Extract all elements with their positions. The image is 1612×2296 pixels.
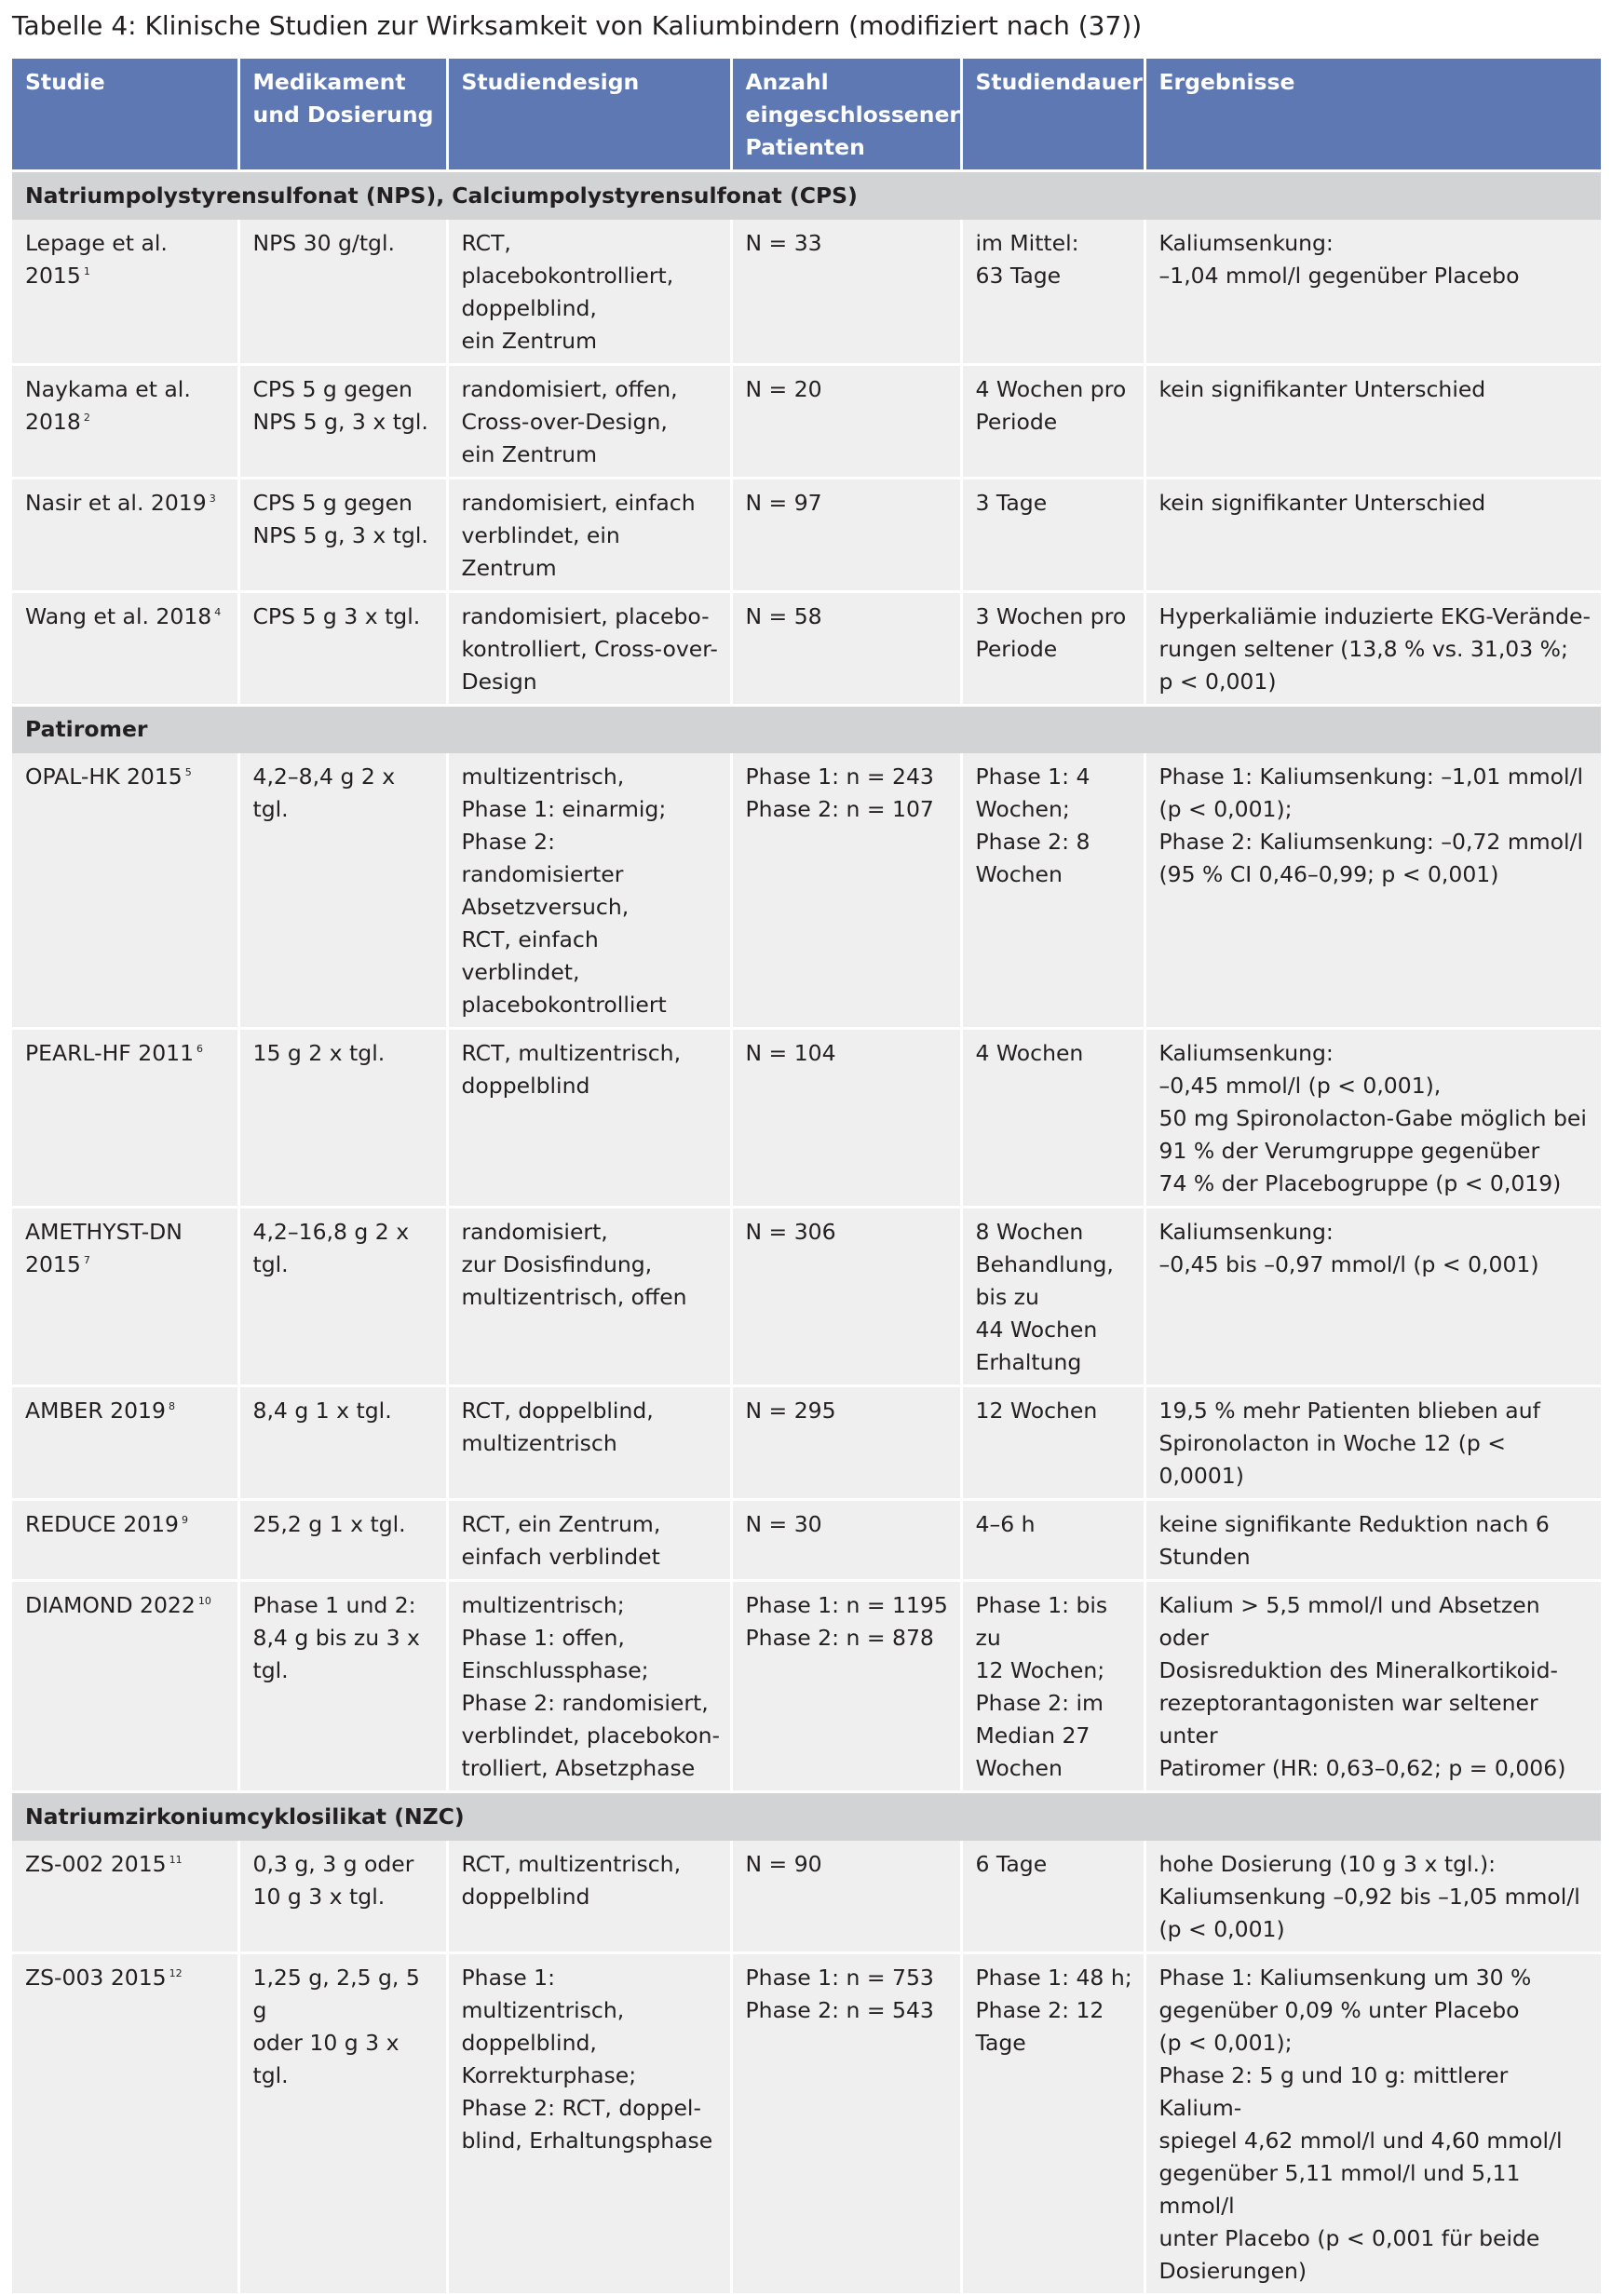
results-cell-line: Stunden bbox=[1158, 1544, 1251, 1570]
duration-cell bbox=[961, 1386, 1145, 1500]
design-cell-line: randomisiert, bbox=[461, 1219, 608, 1245]
dose-cell-line: 15 g 2 x tgl. bbox=[252, 1040, 386, 1066]
results-cell-line: kein signifikanter Unterschied bbox=[1158, 489, 1486, 516]
duration-cell-line: 44 Wochen bbox=[975, 1317, 1098, 1343]
design-cell bbox=[447, 753, 731, 1029]
group-row bbox=[12, 705, 1601, 753]
results-cell-line: Phase 2: 5 g und 10 g: mittlerer Kalium- bbox=[1158, 2061, 1509, 2121]
studies-table bbox=[12, 59, 1601, 2296]
design-cell-line: Einschlussphase; bbox=[461, 1657, 649, 1683]
study-name bbox=[12, 591, 238, 705]
design-cell-line: RCT, ein Zentrum, bbox=[461, 1511, 661, 1537]
design-cell bbox=[447, 1841, 731, 1953]
group-title: Natriumpolystyrensulfonat (NPS), Calciumpolystyrensulfonat (CPS) bbox=[12, 171, 1601, 220]
duration-cell-line: Phase 1: 48 h; bbox=[975, 1964, 1132, 1991]
results-cell-line: Kaliumsenkung: bbox=[1158, 229, 1334, 256]
patients-cell-line: N = 104 bbox=[745, 1040, 836, 1066]
results-cell-line: unter Placebo (p < 0,001 für beide bbox=[1158, 2224, 1540, 2251]
patients-cell bbox=[731, 1500, 961, 1581]
results-cell bbox=[1145, 1386, 1601, 1500]
reference-number: 7 bbox=[83, 1254, 90, 1267]
reference-number: 8 bbox=[168, 1400, 175, 1413]
results-cell-line: –0,45 bis –0,97 mmol/l (p < 0,001) bbox=[1158, 1251, 1539, 1277]
design-cell bbox=[447, 478, 731, 591]
column-header-studie: Studie bbox=[12, 59, 238, 171]
table-row bbox=[12, 1500, 1601, 1581]
results-cell bbox=[1145, 753, 1601, 1029]
dose-cell-line: 4,2–8,4 g 2 x tgl. bbox=[252, 763, 396, 822]
dose-cell-line: NPS 5 g, 3 x tgl. bbox=[252, 408, 428, 435]
design-cell-line: multizentrisch; bbox=[461, 1592, 625, 1618]
dose-cell-line: 0,3 g, 3 g oder bbox=[252, 1850, 414, 1877]
study-name bbox=[12, 478, 238, 591]
dose-cell bbox=[238, 1386, 447, 1500]
design-cell-line: RCT, multizentrisch, bbox=[461, 1850, 682, 1877]
results-cell-line: Kaliumsenkung: bbox=[1158, 1219, 1334, 1245]
column-header-studiendauer: Studiendauer bbox=[961, 59, 1145, 171]
duration-cell-line: 6 Tage bbox=[975, 1850, 1048, 1877]
results-cell bbox=[1145, 1952, 1601, 2294]
duration-cell-line: 3 Tage bbox=[975, 489, 1048, 516]
results-cell-line: Dosierungen) bbox=[1158, 2257, 1307, 2284]
duration-cell-line: bis zu bbox=[975, 1284, 1039, 1310]
study-name bbox=[12, 364, 238, 478]
study-name-text: Naykama et al. 2018 bbox=[25, 375, 191, 435]
results-cell-line: Spironolacton in Woche 12 (p < 0,0001) bbox=[1158, 1430, 1506, 1489]
table-row bbox=[12, 1952, 1601, 2294]
study-name-text: OPAL-HK 2015 bbox=[25, 763, 183, 790]
duration-cell bbox=[961, 1029, 1145, 1208]
dose-cell-line: 10 g 3 x tgl. bbox=[252, 1883, 386, 1910]
table-body bbox=[12, 171, 1601, 2295]
dose-cell bbox=[238, 364, 447, 478]
duration-cell-line: Phase 2: 8 bbox=[975, 829, 1090, 855]
group-row bbox=[12, 171, 1601, 220]
design-cell-line: ein Zentrum bbox=[461, 440, 597, 467]
duration-cell-line: 4 Wochen bbox=[975, 1040, 1084, 1066]
patients-cell-line: N = 295 bbox=[745, 1398, 836, 1424]
table-row bbox=[12, 364, 1601, 478]
design-cell-line: multizentrisch bbox=[461, 1430, 617, 1456]
column-header-ergebnisse: Ergebnisse bbox=[1145, 59, 1601, 171]
results-cell-line: –0,45 mmol/l (p < 0,001), bbox=[1158, 1073, 1442, 1099]
design-cell-line: placebokontrolliert bbox=[461, 992, 667, 1018]
duration-cell-line: im Mittel: bbox=[975, 229, 1079, 256]
results-cell-line: rezeptorantagonisten war seltener unter bbox=[1158, 1690, 1538, 1749]
results-cell bbox=[1145, 364, 1601, 478]
duration-cell-line: Tage bbox=[975, 2029, 1026, 2056]
results-cell-line: 74 % der Placebogruppe (p < 0,019) bbox=[1158, 1170, 1562, 1196]
patients-cell-line: Phase 2: n = 107 bbox=[745, 796, 934, 822]
results-cell-line: Phase 1: Kaliumsenkung: –1,01 mmol/l bbox=[1158, 763, 1583, 790]
group-row bbox=[12, 1792, 1601, 1841]
column-header-studiendesign: Studiendesign bbox=[447, 59, 731, 171]
duration-cell-line: 8 Wochen bbox=[975, 1219, 1084, 1245]
duration-cell-line: 4–6 h bbox=[975, 1511, 1036, 1537]
results-cell bbox=[1145, 1841, 1601, 1953]
reference-number: 3 bbox=[209, 492, 216, 505]
table-row bbox=[12, 753, 1601, 1029]
duration-cell bbox=[961, 1581, 1145, 1792]
dose-cell bbox=[238, 591, 447, 705]
reference-number: 1 bbox=[83, 264, 90, 277]
results-cell-line: Dosisreduktion des Mineralkortikoid- bbox=[1158, 1657, 1558, 1683]
dose-cell-line: NPS 30 g/tgl. bbox=[252, 229, 395, 256]
patients-cell bbox=[731, 1952, 961, 2294]
patients-cell bbox=[731, 1841, 961, 1953]
design-cell-line: Phase 2: RCT, doppel- bbox=[461, 2094, 701, 2121]
duration-cell-line: Median 27 bbox=[975, 1722, 1090, 1749]
dose-cell-line: 8,4 g bis zu 3 x bbox=[252, 1625, 420, 1651]
results-cell-line: 19,5 % mehr Patienten blieben auf bbox=[1158, 1398, 1540, 1424]
design-cell bbox=[447, 220, 731, 365]
patients-cell-line: Phase 2: n = 878 bbox=[745, 1625, 934, 1651]
study-name bbox=[12, 1386, 238, 1500]
dose-cell-line: Phase 1 und 2: bbox=[252, 1592, 416, 1618]
design-cell bbox=[447, 364, 731, 478]
design-cell-line: RCT, doppelblind, bbox=[461, 1398, 654, 1424]
dose-cell bbox=[238, 1208, 447, 1386]
table-row bbox=[12, 1581, 1601, 1792]
study-name-text: Wang et al. 2018 bbox=[25, 602, 212, 629]
dose-cell-line: oder 10 g 3 x tgl. bbox=[252, 2029, 400, 2088]
dose-cell-line: CPS 5 g 3 x tgl. bbox=[252, 602, 421, 629]
results-cell-line: Hyperkaliämie induzierte EKG-Verände- bbox=[1158, 602, 1591, 629]
results-cell-line: hohe Dosierung (10 g 3 x tgl.): bbox=[1158, 1850, 1497, 1877]
patients-cell bbox=[731, 591, 961, 705]
duration-cell-line: 63 Tage bbox=[975, 262, 1062, 289]
design-cell-line: RCT, multizentrisch, bbox=[461, 1040, 682, 1066]
patients-cell-line: N = 97 bbox=[745, 489, 822, 516]
duration-cell-line: Phase 1: bis zu bbox=[975, 1592, 1108, 1651]
design-cell-line: einfach verblindet bbox=[461, 1544, 660, 1570]
column-header-medikament: Medikament und Dosierung bbox=[238, 59, 447, 171]
study-name bbox=[12, 1208, 238, 1386]
duration-cell-line: 12 Wochen bbox=[975, 1398, 1098, 1424]
duration-cell bbox=[961, 1841, 1145, 1953]
duration-cell bbox=[961, 591, 1145, 705]
dose-cell bbox=[238, 1500, 447, 1581]
duration-cell-line: 12 Wochen; bbox=[975, 1657, 1105, 1683]
duration-cell-line: Phase 2: 12 bbox=[975, 1996, 1104, 2023]
dose-cell bbox=[238, 478, 447, 591]
results-cell bbox=[1145, 220, 1601, 365]
reference-number: 12 bbox=[169, 1966, 183, 1979]
study-name-line: 2015 $^7$ bbox=[25, 1251, 90, 1277]
results-cell bbox=[1145, 1581, 1601, 1792]
design-cell bbox=[447, 1029, 731, 1208]
design-cell-line: Absetzversuch, bbox=[461, 894, 630, 920]
design-cell-line: Phase 2: randomisierter bbox=[461, 829, 624, 887]
design-cell bbox=[447, 1500, 731, 1581]
duration-cell bbox=[961, 1500, 1145, 1581]
column-header-patienten: Anzahl eingeschlossener Patienten bbox=[731, 59, 961, 171]
duration-cell bbox=[961, 364, 1145, 478]
results-cell bbox=[1145, 1029, 1601, 1208]
table-row bbox=[12, 591, 1601, 705]
dose-cell-line: 8,4 g 1 x tgl. bbox=[252, 1398, 392, 1424]
duration-cell bbox=[961, 220, 1145, 365]
table-row bbox=[12, 1841, 1601, 1953]
table-row bbox=[12, 478, 1601, 591]
table-row bbox=[12, 1208, 1601, 1386]
study-name bbox=[12, 1500, 238, 1581]
table-caption: Tabelle 4: Klinische Studien zur Wirksamkeit von Kaliumbindern (modifiziert nach (37)) bbox=[12, 10, 1143, 41]
patients-cell-line: N = 58 bbox=[745, 602, 822, 629]
design-cell-line: Phase 1: offen, bbox=[461, 1625, 625, 1651]
results-cell-line: spiegel 4,62 mmol/l und 4,60 mmol/l bbox=[1158, 2127, 1563, 2154]
design-cell-line: RCT, placebokontrolliert, bbox=[461, 229, 674, 289]
patients-cell bbox=[731, 478, 961, 591]
dose-cell-line: CPS 5 g gegen bbox=[252, 375, 413, 402]
patients-cell-line: N = 306 bbox=[745, 1219, 836, 1245]
duration-cell-line: Periode bbox=[975, 408, 1058, 435]
patients-cell bbox=[731, 1386, 961, 1500]
reference-number: 6 bbox=[196, 1043, 204, 1056]
dose-cell-line: 1,25 g, 2,5 g, 5 g bbox=[252, 1964, 420, 2023]
results-cell-line: rungen seltener (13,8 % vs. 31,03 %; bbox=[1158, 635, 1568, 662]
results-cell bbox=[1145, 1500, 1601, 1581]
study-name-text: ZS-002 2015 bbox=[25, 1850, 167, 1877]
patients-cell bbox=[731, 364, 961, 478]
table-row bbox=[12, 1386, 1601, 1500]
patients-cell-line: N = 20 bbox=[745, 375, 822, 402]
design-cell-line: doppelblind bbox=[461, 1883, 590, 1910]
patients-cell-line: Phase 2: n = 543 bbox=[745, 1996, 934, 2023]
study-name bbox=[12, 1581, 238, 1792]
results-cell bbox=[1145, 478, 1601, 591]
study-name-text: Lepage et al. 2015 bbox=[25, 229, 168, 289]
study-name bbox=[12, 1952, 238, 2294]
design-cell bbox=[447, 1386, 731, 1500]
results-cell-line: (p < 0,001); bbox=[1158, 2029, 1293, 2056]
design-cell-line: multizentrisch, offen bbox=[461, 1284, 687, 1310]
duration-cell bbox=[961, 753, 1145, 1029]
patients-cell bbox=[731, 753, 961, 1029]
dose-cell-line: tgl. bbox=[252, 1657, 289, 1683]
patients-cell bbox=[731, 1581, 961, 1792]
duration-cell-line: Wochen bbox=[975, 1755, 1063, 1781]
results-cell-line: kein signifikanter Unterschied bbox=[1158, 375, 1486, 402]
table-header bbox=[12, 59, 1601, 171]
study-name-text: Nasir et al. 2019 bbox=[25, 489, 207, 516]
patients-cell-line: N = 90 bbox=[745, 1850, 822, 1877]
study-name-text: REDUCE 2019 bbox=[25, 1511, 180, 1537]
duration-cell-line: 4 Wochen pro bbox=[975, 375, 1127, 402]
dose-cell-line: NPS 5 g, 3 x tgl. bbox=[252, 521, 428, 548]
duration-cell-line: 3 Wochen pro bbox=[975, 602, 1127, 629]
duration-cell-line: Erhaltung bbox=[975, 1349, 1082, 1375]
design-cell-line: doppelblind, bbox=[461, 294, 597, 321]
design-cell-line: doppelblind bbox=[461, 1073, 590, 1099]
group-title: Natriumzirkoniumcyklosilikat (NZC) bbox=[12, 1792, 1601, 1841]
study-name bbox=[12, 753, 238, 1029]
reference-number: 9 bbox=[182, 1514, 189, 1527]
dose-cell bbox=[238, 753, 447, 1029]
patients-cell-line: Phase 1: n = 1195 bbox=[745, 1592, 948, 1618]
design-cell-line: Phase 2: randomisiert, bbox=[461, 1690, 709, 1716]
design-cell bbox=[447, 1208, 731, 1386]
dose-cell-line: 4,2–16,8 g 2 x tgl. bbox=[252, 1219, 410, 1277]
duration-cell bbox=[961, 478, 1145, 591]
design-cell-line: randomisiert, placebo- bbox=[461, 602, 710, 629]
results-cell-line: –1,04 mmol/l gegenüber Placebo bbox=[1158, 262, 1520, 289]
results-cell-line: (p < 0,001); bbox=[1158, 796, 1293, 822]
design-cell-line: blind, Erhaltungsphase bbox=[461, 2127, 713, 2154]
results-cell-line: 91 % der Verumgruppe gegenüber bbox=[1158, 1138, 1540, 1164]
design-cell-line: multizentrisch, bbox=[461, 763, 625, 790]
duration-cell-line: Phase 1: 4 bbox=[975, 763, 1090, 790]
patients-cell-line: N = 33 bbox=[745, 229, 822, 256]
table-row bbox=[12, 1029, 1601, 1208]
dose-cell bbox=[238, 1952, 447, 2294]
design-cell bbox=[447, 1581, 731, 1792]
design-cell-line: verblindet, ein Zentrum bbox=[461, 521, 620, 581]
dose-cell bbox=[238, 1029, 447, 1208]
design-cell-line: Phase 1: einarmig; bbox=[461, 796, 667, 822]
patients-cell bbox=[731, 220, 961, 365]
dose-cell bbox=[238, 1841, 447, 1953]
study-name bbox=[12, 1841, 238, 1953]
patients-cell-line: Phase 1: n = 753 bbox=[745, 1964, 934, 1991]
reference-number: 4 bbox=[214, 605, 222, 618]
study-name-text: PEARL-HF 2011 bbox=[25, 1040, 195, 1066]
study-name bbox=[12, 1029, 238, 1208]
dose-cell bbox=[238, 220, 447, 365]
design-cell-line: randomisiert, einfach bbox=[461, 489, 696, 516]
results-cell-line: gegenüber 0,09 % unter Placebo bbox=[1158, 1996, 1520, 2023]
results-cell bbox=[1145, 1208, 1601, 1386]
study-name-line: AMETHYST-DN bbox=[25, 1219, 183, 1245]
results-cell-line: Kaliumsenkung: bbox=[1158, 1040, 1334, 1066]
reference-number: 5 bbox=[184, 766, 192, 779]
duration-cell-line: Wochen; bbox=[975, 796, 1070, 822]
duration-cell-line: Wochen bbox=[975, 861, 1063, 887]
design-cell-line: Korrekturphase; bbox=[461, 2061, 637, 2088]
design-cell-line: ein Zentrum bbox=[461, 327, 597, 354]
study-name bbox=[12, 220, 238, 365]
dose-cell bbox=[238, 1581, 447, 1792]
design-cell-line: randomisiert, offen, bbox=[461, 375, 678, 402]
design-cell-line: zur Dosisfindung, bbox=[461, 1251, 653, 1277]
duration-cell-line: Phase 2: im bbox=[975, 1690, 1104, 1716]
results-cell bbox=[1145, 591, 1601, 705]
design-cell-line: doppelblind, bbox=[461, 2029, 597, 2056]
reference-number: 11 bbox=[169, 1853, 183, 1866]
design-cell-line: Cross-over-Design, bbox=[461, 408, 668, 435]
results-cell-line: gegenüber 5,11 mmol/l und 5,11 mmol/l bbox=[1158, 2159, 1521, 2219]
patients-cell bbox=[731, 1208, 961, 1386]
results-cell-line: keine signifikante Reduktion nach 6 bbox=[1158, 1511, 1550, 1537]
design-cell-line: trolliert, Absetzphase bbox=[461, 1755, 696, 1781]
results-cell-line: Kalium > 5,5 mmol/l und Absetzen oder bbox=[1158, 1592, 1540, 1651]
results-cell-line: (p < 0,001) bbox=[1158, 1915, 1285, 1942]
duration-cell-line: Periode bbox=[975, 635, 1058, 662]
study-name-text: AMBER 2019 bbox=[25, 1398, 166, 1424]
table-row bbox=[12, 220, 1601, 365]
reference-number: 10 bbox=[197, 1595, 211, 1608]
results-cell-line: Phase 2: Kaliumsenkung: –0,72 mmol/l bbox=[1158, 829, 1583, 855]
design-cell-line: Design bbox=[461, 668, 537, 695]
duration-cell-line: Behandlung, bbox=[975, 1251, 1114, 1277]
patients-cell bbox=[731, 1029, 961, 1208]
results-cell-line: p < 0,001) bbox=[1158, 668, 1277, 695]
design-cell-line: Phase 1: multizentrisch, bbox=[461, 1964, 625, 2023]
results-cell-line: 50 mg Spironolacton-Gabe möglich bei bbox=[1158, 1105, 1587, 1131]
study-name-text: DIAMOND 2022 bbox=[25, 1592, 196, 1618]
design-cell-line: kontrolliert, Cross-over- bbox=[461, 635, 718, 662]
dose-cell-line: 25,2 g 1 x tgl. bbox=[252, 1511, 406, 1537]
results-cell-line: (95 % CI 0,46–0,99; p < 0,001) bbox=[1158, 861, 1499, 887]
patients-cell-line: N = 30 bbox=[745, 1511, 822, 1537]
design-cell bbox=[447, 591, 731, 705]
design-cell-line: RCT, einfach verblindet, bbox=[461, 926, 599, 985]
results-cell-line: Patiromer (HR: 0,63–0,62; p = 0,006) bbox=[1158, 1755, 1566, 1781]
duration-cell bbox=[961, 1952, 1145, 2294]
dose-cell-line: CPS 5 g gegen bbox=[252, 489, 413, 516]
results-cell-line: Kaliumsenkung –0,92 bis –1,05 mmol/l bbox=[1158, 1883, 1580, 1910]
design-cell bbox=[447, 1952, 731, 2294]
design-cell-line: verblindet, placebokon- bbox=[461, 1722, 720, 1749]
patients-cell-line: Phase 1: n = 243 bbox=[745, 763, 934, 790]
group-title: Patiromer bbox=[12, 705, 1601, 753]
results-cell-line: Phase 1: Kaliumsenkung um 30 % bbox=[1158, 1964, 1532, 1991]
duration-cell bbox=[961, 1208, 1145, 1386]
reference-number: 2 bbox=[83, 411, 90, 424]
study-name-text: ZS-003 2015 bbox=[25, 1964, 167, 1991]
